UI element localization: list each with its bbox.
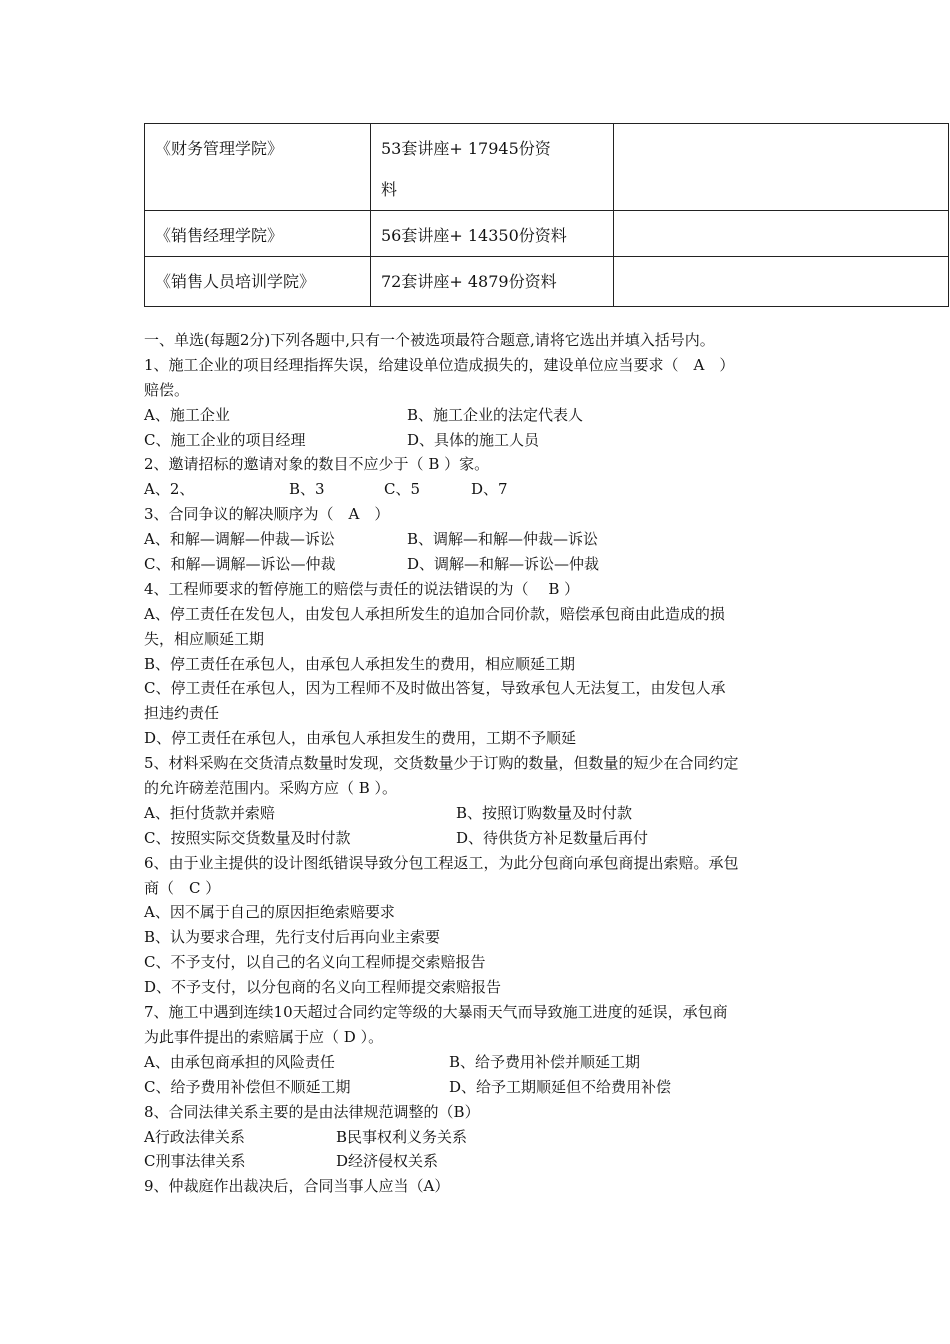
- question-3-options-row1: [144, 527, 812, 552]
- option-b: B、调解—和解—仲裁—诉讼: [407, 530, 599, 549]
- table-cell-extra: [614, 257, 949, 307]
- question-3-options-row2: [144, 552, 812, 577]
- cell-text: 53套讲座+ 17945份资: [381, 139, 551, 158]
- option-a: A、拒付货款并索赔: [144, 803, 275, 822]
- question-8-options-row1: [144, 1125, 812, 1150]
- option-d: D、给予工期顺延但不给费用补偿: [449, 1077, 672, 1096]
- question-6-stem: 6、由于业主提供的设计图纸错误导致分包工程返工，为此分包商向承包商提出索赔。承包: [144, 853, 739, 872]
- cell-text: 《销售经理学院》: [155, 226, 284, 245]
- question-8-options-row2: [144, 1149, 812, 1174]
- table-row: [145, 124, 949, 211]
- question-5-options-row1: [144, 801, 812, 826]
- option-d: D、调解—和解—诉讼—仲裁: [407, 555, 600, 574]
- option-d: D、7: [471, 480, 508, 499]
- option-b: B、施工企业的法定代表人: [407, 405, 584, 424]
- cell-text: 56套讲座+ 14350份资料: [381, 226, 567, 245]
- question-3-stem: 3、合同争议的解决顺序为（ A ）: [144, 505, 390, 524]
- question-7-options-row2: [144, 1075, 812, 1100]
- question-5-options-row2: [144, 826, 812, 851]
- table-cell-name: [145, 211, 371, 257]
- option-b: B、给予费用补偿并顺延工期: [449, 1052, 641, 1071]
- option-a: A、停工责任在发包人，由发包人承担所发生的追加合同价款，赔偿承包商由此造成的损: [144, 604, 725, 623]
- option-b: B、停工责任在承包人，由承包人承担发生的费用，相应顺延工期: [144, 654, 576, 673]
- question-5-stem-cont: 的允许磅差范围内。采购方应（ B ）。: [144, 779, 398, 798]
- cell-text: 72套讲座+ 4879份资料: [381, 272, 557, 291]
- question-6-stem-cont: 商（ C ）: [144, 878, 221, 897]
- option-c: C、按照实际交货数量及时付款: [144, 828, 351, 847]
- question-5-stem: 5、材料采购在交货清点数量时发现，交货数量少于订购的数量，但数量的短少在合同约定: [144, 754, 739, 773]
- question-9-stem: 9、仲裁庭作出裁决后，合同当事人应当（A）: [144, 1177, 450, 1196]
- cell-text: 料: [381, 180, 398, 199]
- option-a: A、施工企业: [144, 405, 230, 424]
- option-b: B、按照订购数量及时付款: [456, 803, 633, 822]
- option-c: C、和解—调解—诉讼—仲裁: [144, 555, 336, 574]
- question-1-stem: 1、施工企业的项目经理指挥失误，给建设单位造成损失的，建设单位应当要求（ A ）: [144, 355, 735, 374]
- table-cell-name: [145, 257, 371, 307]
- table-cell-extra: [614, 211, 949, 257]
- question-1-options-row1: [144, 403, 812, 428]
- option-b: B、认为要求合理，先行支付后再向业主索要: [144, 928, 441, 947]
- question-1-options-row2: [144, 428, 812, 453]
- option-a: A行政法律关系: [144, 1127, 245, 1146]
- table-row: [145, 211, 949, 257]
- option-c: C、不予支付，以自己的名义向工程师提交索赔报告: [144, 953, 486, 972]
- option-d: D、待供货方补足数量后再付: [456, 828, 649, 847]
- option-c-cont: 担违约责任: [144, 704, 220, 723]
- option-a: A、由承包商承担的风险责任: [144, 1052, 335, 1071]
- option-c: C刑事法律关系: [144, 1152, 246, 1171]
- option-b: B民事权利义务关系: [336, 1127, 468, 1146]
- section-heading: 一、单选(每题2分)下列各题中,只有一个被选项最符合题意,请将它选出并填入括号内。: [144, 331, 715, 349]
- cell-text: 《销售人员培训学院》: [155, 272, 316, 291]
- option-a: A、因不属于自己的原因拒绝索赔要求: [144, 903, 395, 922]
- option-c: C、施工企业的项目经理: [144, 430, 306, 449]
- option-d: D、具体的施工人员: [407, 430, 540, 449]
- question-4-stem: 4、工程师要求的暂停施工的赔偿与责任的说法错误的为（ B ）: [144, 579, 580, 598]
- question-8-stem: 8、合同法律关系主要的是由法律规范调整的（B）: [144, 1102, 480, 1121]
- question-2-options: [144, 477, 812, 502]
- option-d: D、停工责任在承包人，由承包人承担发生的费用，工期不予顺延: [144, 729, 577, 748]
- question-1-stem-cont: 赔偿。: [144, 380, 190, 399]
- option-a: A、和解—调解—仲裁—诉讼: [144, 530, 335, 549]
- table-cell-content: [371, 211, 614, 257]
- table-cell-extra: [614, 124, 949, 211]
- question-7-options-row1: [144, 1050, 812, 1075]
- option-a-cont: 失，相应顺延工期: [144, 629, 265, 648]
- table-cell-content: [371, 124, 614, 211]
- table-cell-name: [145, 124, 371, 211]
- option-d: D经济侵权关系: [336, 1152, 439, 1171]
- option-a: A、2、: [144, 480, 195, 499]
- question-7-stem: 7、施工中遇到连续10天超过合同约定等级的大暴雨天气而导致施工进度的延误，承包商: [144, 1003, 728, 1022]
- option-d: D、不予支付，以分包商的名义向工程师提交索赔报告: [144, 978, 502, 997]
- option-c: C、5: [384, 480, 421, 499]
- option-c: C、给予费用补偿但不顺延工期: [144, 1077, 351, 1096]
- option-b: B、3: [289, 480, 325, 499]
- question-7-stem-cont: 为此事件提出的索赔属于应（ D ）。: [144, 1027, 384, 1046]
- course-table: [144, 123, 949, 307]
- option-c: C、停工责任在承包人，因为工程师不及时做出答复，导致承包人无法复工，由发包人承: [144, 679, 726, 698]
- cell-text: 《财务管理学院》: [155, 139, 284, 158]
- question-2-stem: 2、邀请招标的邀请对象的数目不应少于（ B ）家。: [144, 455, 490, 474]
- question-section: [144, 328, 812, 1199]
- table-cell-content: [371, 257, 614, 307]
- table-row: [145, 257, 949, 307]
